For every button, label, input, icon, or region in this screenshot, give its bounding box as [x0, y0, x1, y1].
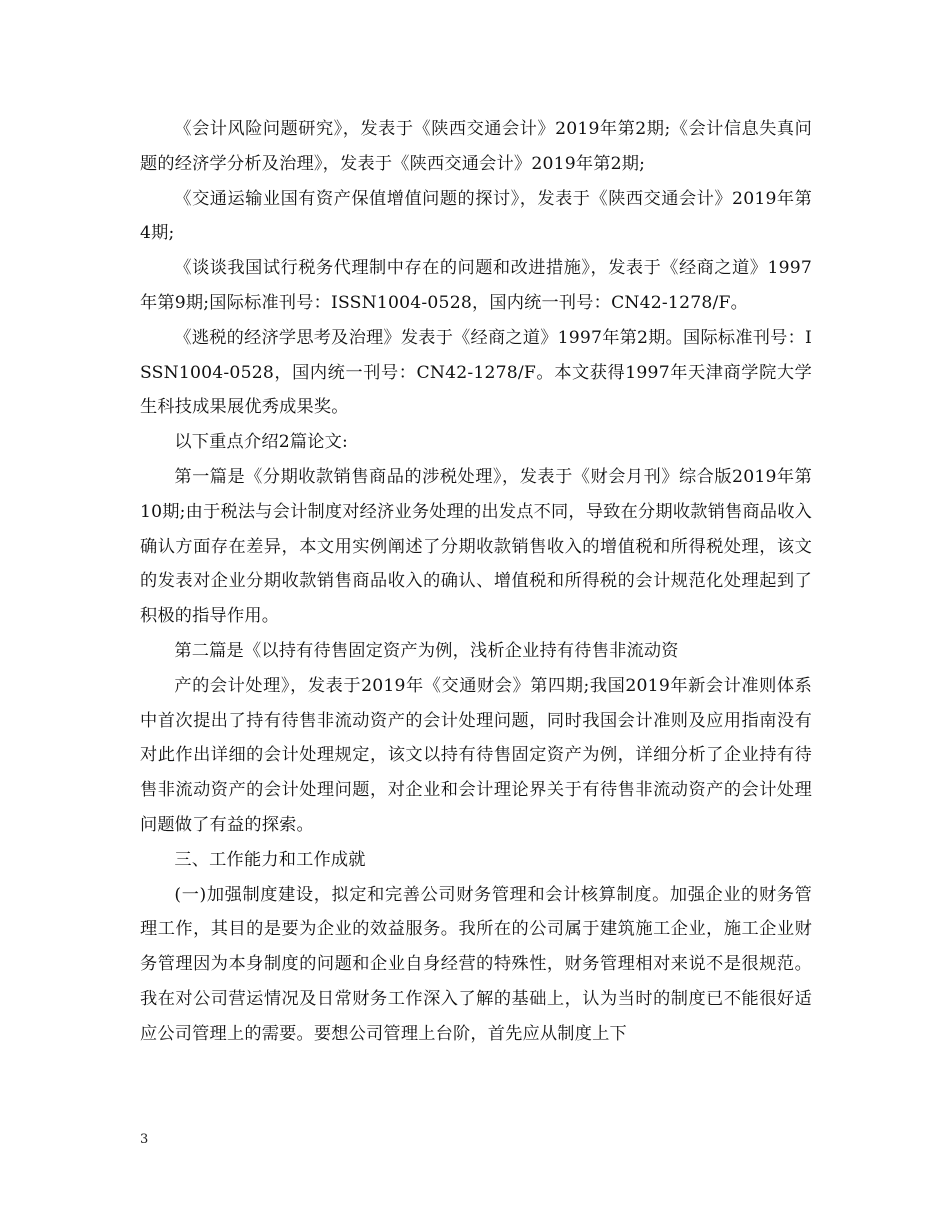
paragraph-second-paper-body: 产的会计处理》，发表于2019年《交通财会》第四期;我国2019年新会计准则体系中首次提出了持有待售非流动资产的会计处理问题，同时我国会计准则及应用指南没有对此作出详细的会计处理规定，该文以持有待售固定资产为例，详细分析了企业持有待售非流动资产的会计处理问题，对企业和会计理论界关于有待售非流动资产的会计处理问题做了有益的探索。: [140, 675, 812, 835]
paragraph-system-building: (一)加强制度建设，拟定和完善公司财务管理和会计核算制度。加强企业的财务管理工作，其目的是要为企业的效益服务。我所在的公司属于建筑施工企业，施工企业财务管理因为本身制度的问题和企业自身经营的特殊性，财务管理相对来说不是很规范。我在对公司营运情况及日常财务工作深入了解的基础上，认为当时的制度已不能很好适应公司管理上的需要。要想公司管理上台阶，首先应从制度上下: [140, 884, 812, 1044]
paragraph-second-paper-title: 第二篇是《以持有待售固定资产为例，浅析企业持有待售非流动资: [174, 640, 679, 661]
body-text: [140, 112, 812, 1052]
paragraph-publications-1: 《会计风险问题研究》，发表于《陕西交通会计》2019年第2期;《会计信息失真问题的经济学分析及治理》，发表于《陕西交通会计》2019年第2期;: [140, 119, 812, 174]
paragraph-first-paper: 第一篇是《分期收款销售商品的涉税处理》，发表于《财会月刊》综合版2019年第10期;由于税法与会计制度对经济业务处理的出发点不同，导致在分期收款销售商品收入确认方面存在差异，本文用实例阐述了分期收款销售收入的增值税和所得税处理，该文的发表对企业分期收款销售商品收入的确认、增值税和所得税的会计规范化处理起到了积极的指导作用。: [140, 466, 812, 627]
page-number: 3: [140, 1132, 149, 1147]
paragraph-intro: 以下重点介绍2篇论文:: [174, 432, 349, 453]
section-heading-work-ability: 三、工作能力和工作成就: [174, 849, 366, 870]
paragraph-publications-2: 《交通运输业国有资产保值增值问题的探讨》，发表于《陕西交通会计》2019年第4期;: [140, 188, 812, 244]
paragraph-publications-3: 《谈谈我国试行税务代理制中存在的问题和改进措施》，发表于《经商之道》1997年第9期;国际标准刊号：ISSN1004-0528，国内统一刊号：CN42-1278/F。: [140, 258, 812, 313]
paragraph-publications-4: 《逃税的经济学思考及治理》发表于《经商之道》1997年第2期。国际标准刊号：ISSN1004-0528，国内统一刊号：CN42-1278/F。本文获得1997年天津商学院大学生科技成果展优秀成果奖。: [140, 327, 812, 418]
